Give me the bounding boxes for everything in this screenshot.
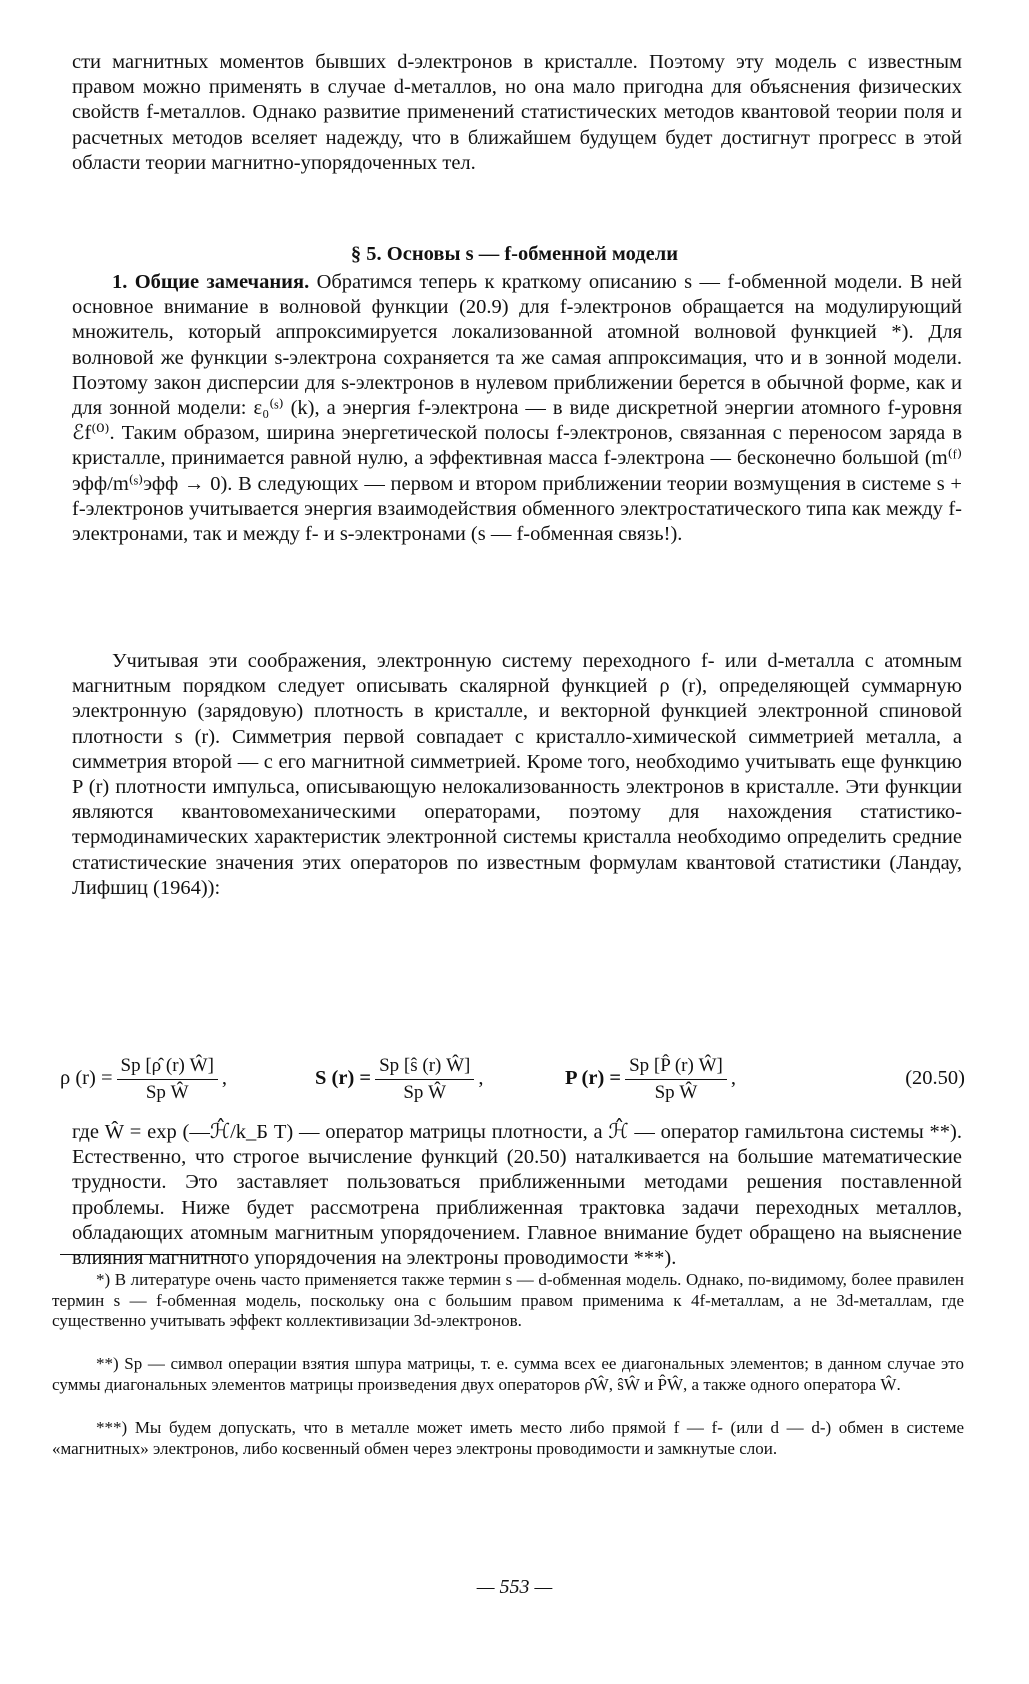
formula-p-denominator: Sp Ŵ — [654, 1081, 698, 1103]
formula-rho-denominator: Sp Ŵ — [145, 1081, 189, 1103]
formula-s-lhs: S (r) = — [315, 1067, 372, 1090]
footnote-2: **) Sp — символ операции взятия шпура матрицы, т. е. сумма всех ее диагональных элементов; в данном случае это суммы диагональных элементов матрицы произведения двух операторов ρ̂Ŵ, ŝŴ и P̂Ŵ, а также одного оператора Ŵ. — [52, 1354, 964, 1394]
formula-p-lhs: P (r) = — [565, 1067, 622, 1090]
formula-rho-fraction — [117, 1055, 218, 1104]
formula-s-denominator: Sp Ŵ — [403, 1081, 447, 1103]
paragraph-1-text: Обратимся теперь к краткому описанию s — f-обменной модели. В ней основное внимание в волновой функции (20.9) для f-электронов обращается на модулирующий множитель, который аппроксимируется локализованной атомной волновой функцией *). Для волновой же функции s-электрона сохраняется та же самая аппроксимация, что и в зонной модели. Поэтому закон дисперсии для s-электронов в нулевом приближении берется в обычной форме, как и для зонной модели: ε₀⁽ˢ⁾ (k), а энергия f-электрона — в виде дискретной энергии атомного f-уровня ℰf⁽⁰⁾. Таким образом, ширина энергетической полосы f-электронов, связанная с переносом заряда в кристалле, принимается равной нулю, а эффективная масса f-электрона — бесконечно большой (m⁽ᶠ⁾эфф/m⁽ˢ⁾эфф → 0). В следующих — первом и втором приближении теории возмущения в системе s + f-электронов учитывается энергия взаимодействия обменного электростатического типа как между f-электронами, так и между f- и s-электронами (s — f-обменная связь!). — [72, 271, 962, 546]
formula-s: S (r) = $\frac{Sp [ŝ (r) Ŵ]}{\text{Sp Ŵ}}$ , — [315, 1054, 484, 1103]
formula-rho-numerator: Sp [ρ̂ (r) Ŵ] — [117, 1055, 218, 1080]
section-heading: § 5. Основы s — f-обменной модели — [350, 243, 679, 265]
footnote-3: ***) Мы будем допускать, что в металле может иметь место либо прямой f — f- (или d — d-) обмен в системе «магнитных» электронов, либо косвенный обмен через электроны проводимости и замкнутые слои. — [52, 1418, 964, 1458]
formula-s-fraction — [375, 1055, 474, 1104]
formula-rho-lhs: ρ (r) = — [60, 1067, 113, 1090]
subsection-title: 1. Общие замечания. — [112, 271, 310, 293]
footnote-1: *) В литературе очень часто применяется также термин s — d-обменная модель. Однако, по-видимому, более правилен термин s — f-обменная модель, поскольку она с большим правом применима к 4f-металлам, а не 3d-металлам, где существенно учитывать эффект коллективизации 3d-электронов. — [52, 1270, 964, 1330]
paragraph-3: где Ŵ = exp (—ℋ̂/k_Б T) — оператор матрицы плотности, а ℋ̂ — оператор гамильтона системы **). Естественно, что строгое вычисление функций (20.50) наталкивается на большие математические трудности. Это заставляет пользоваться приближенными методами решения поставленной проблемы. Ниже будет рассмотрена приближенная трактовка задачи переходных металлов, обладающих атомным магнитным упорядочением. Главное внимание будет обращено на выяснение влияния магнитного упорядочения на электроны проводимости ***). — [72, 1121, 962, 1270]
formula-rho: ρ (r) = $\frac{Sp [\rhô (r) Ŵ]}{\text{Sp Ŵ}}$ , — [60, 1054, 228, 1103]
paragraph-2: Учитывая эти соображения, электронную систему переходного f- или d-металла с атомным магнитным порядком следует описывать скалярной функцией ρ (r), определяющей суммарную электронную (зарядовую) плотность в кристалле, и векторной функцией электронной спиновой плотности s (r). Симметрия первой совпадает с кристалло-химической симметрией металла, а симметрия второй — с его магнитной симметрией. Кроме того, необходимо учитывать еще функцию P (r) плотности импульса, описывающую нелокализованность электронов в кристалле. Эти функции являются квантовомеханическими операторами, поэтому для нахождения статистико-термодинамических характеристик электронной системы кристалла необходимо определить средние статистические значения этих операторов по известным формулам квантовой статистики (Ландау, Лифшиц (1964)): — [72, 650, 962, 899]
page-number: — 553 — — [476, 1576, 553, 1598]
formula-p-numerator: Sp [P̂ (r) Ŵ] — [625, 1055, 727, 1080]
formula-p-fraction — [625, 1055, 727, 1104]
paragraph-general-remarks — [72, 270, 962, 547]
formula-p: P (r) = $\frac{Sp [P̂ (r) Ŵ]}{\text{Sp Ŵ}}$ , — [565, 1054, 736, 1103]
formula-s-numerator: Sp [ŝ (r) Ŵ] — [375, 1055, 474, 1080]
formula-20-50 — [60, 1048, 965, 1110]
equation-number: (20.50) — [905, 1067, 965, 1090]
top-paragraph: сти магнитных моментов бывших d-электронов в кристалле. Поэтому эту модель с известным правом можно применять в случае d-металлов, но она мало пригодна для объяснения физических свойств f-металлов. Однако развитие применений статистических методов квантовой теории поля и расчетных методов вселяет надежду, что в ближайшем будущем будет достигнут прогресс в этой области теории магнитно-упорядоченных тел. — [72, 51, 962, 174]
footnote-divider — [60, 1254, 236, 1255]
